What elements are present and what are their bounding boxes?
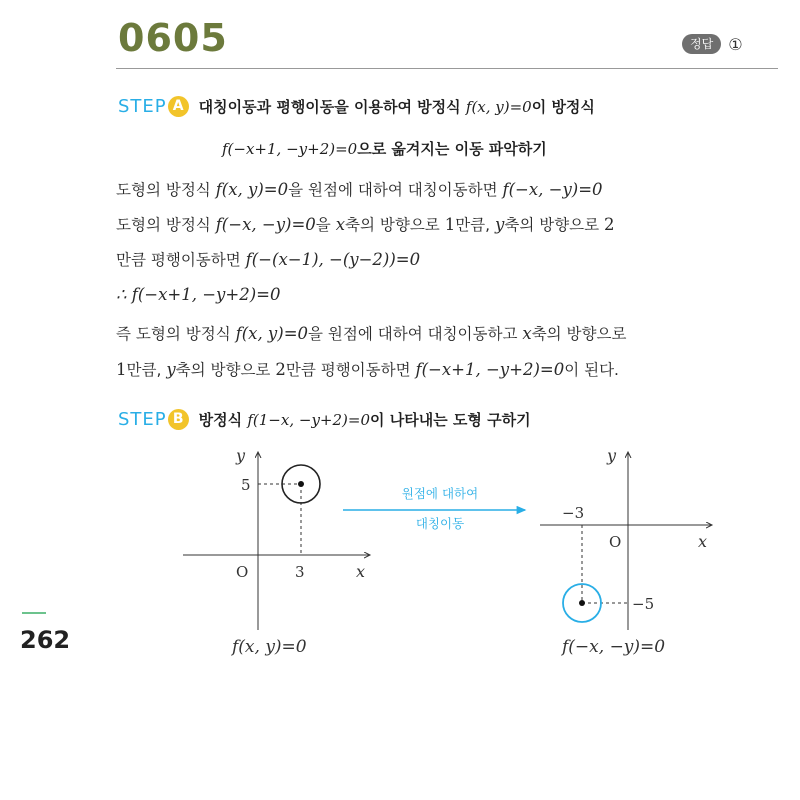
math: f(−x, −y)=0 [502, 180, 603, 199]
text: 도형의 방정식 [116, 181, 216, 199]
math: f(−x+1, −y+2)=0 [415, 360, 565, 379]
text: 축의 방향으로 [345, 216, 445, 234]
problem-number: 0605 [118, 16, 228, 60]
step-b-badge: B [168, 409, 189, 430]
step-a-title-text-1: 대칭이동과 평행이동을 이용하여 방정식 [198, 98, 466, 116]
tick-y-label: −5 [632, 595, 655, 613]
answer-value: ① [728, 34, 743, 54]
text: 을 [315, 216, 336, 234]
center-point [298, 481, 304, 487]
text: 축의 방향으로 [531, 325, 627, 343]
center-point [579, 600, 585, 606]
math: 1 [444, 215, 456, 234]
step-a-badge: A [168, 96, 189, 117]
text: 을 원점에 대하여 대칭이동하면 [288, 181, 503, 199]
transformation-arrow [343, 486, 525, 531]
step-b-title-math: f(1−x, −y+2)=0 [247, 411, 370, 429]
text: 이 된다. [564, 361, 619, 379]
math: f(−x, −y)=0 [215, 215, 316, 234]
math: f(−(x−1), −(y−2))=0 [245, 250, 421, 269]
math: x [335, 215, 345, 234]
math: y [495, 215, 505, 234]
step-a-cont-text: 으로 옮겨지는 이동 파악하기 [357, 140, 547, 158]
text: 도형의 방정식 [116, 216, 216, 234]
tick-x-label: 3 [295, 563, 305, 581]
text: 만큼, [126, 361, 167, 379]
text: 만큼 평행이동하면 [285, 361, 416, 379]
step-b-label: STEP [118, 409, 167, 430]
text: 만큼, [455, 216, 496, 234]
page-number-rule [22, 612, 46, 614]
origin-label: O [609, 533, 622, 551]
math: 2 [604, 215, 615, 234]
arrow-label-2: 대칭이동 [415, 516, 465, 531]
math: y [166, 360, 176, 379]
tick-y-label: 5 [241, 476, 251, 494]
math: f(x, y)=0 [235, 324, 309, 343]
step-b-title-text-1: 방정식 [198, 411, 248, 429]
math: 1 [116, 360, 127, 379]
math: ∴ f(−x+1, −y+2)=0 [116, 285, 281, 304]
math: x [522, 324, 532, 343]
answer-badge: 정답 [682, 34, 721, 54]
x-axis-label: x [356, 562, 366, 581]
step-a-title-math: f(x, y)=0 [465, 98, 532, 116]
right-caption: f(−x, −y)=0 [562, 637, 666, 657]
y-axis-label: y [607, 446, 617, 465]
origin-label: O [236, 563, 249, 581]
step-a-cont-math: f(−x+1, −y+2)=0 [222, 140, 358, 158]
text: 만큼 평행이동하면 [116, 251, 246, 269]
step-a-label: STEP [118, 96, 167, 117]
text: 축의 방향으로 [504, 216, 605, 234]
step-b-title-text-2: 이 나타내는 도형 구하기 [370, 411, 531, 429]
step-a-title-text-2: 이 방정식 [531, 98, 595, 116]
x-axis-label: x [698, 532, 708, 551]
tick-x-label: −3 [562, 504, 585, 522]
left-caption: f(x, y)=0 [232, 637, 307, 657]
y-axis-label: y [236, 446, 246, 465]
math: 2 [275, 360, 286, 379]
text: 을 원점에 대하여 대칭이동하고 [308, 325, 523, 343]
page-number: 262 [20, 626, 71, 654]
arrow-label-1: 원점에 대하여 [401, 486, 479, 501]
left-graph [183, 446, 370, 657]
math: f(x, y)=0 [215, 180, 289, 199]
right-graph [540, 446, 712, 657]
text: 축의 방향으로 [175, 361, 276, 379]
text: 즉 도형의 방정식 [116, 325, 236, 343]
